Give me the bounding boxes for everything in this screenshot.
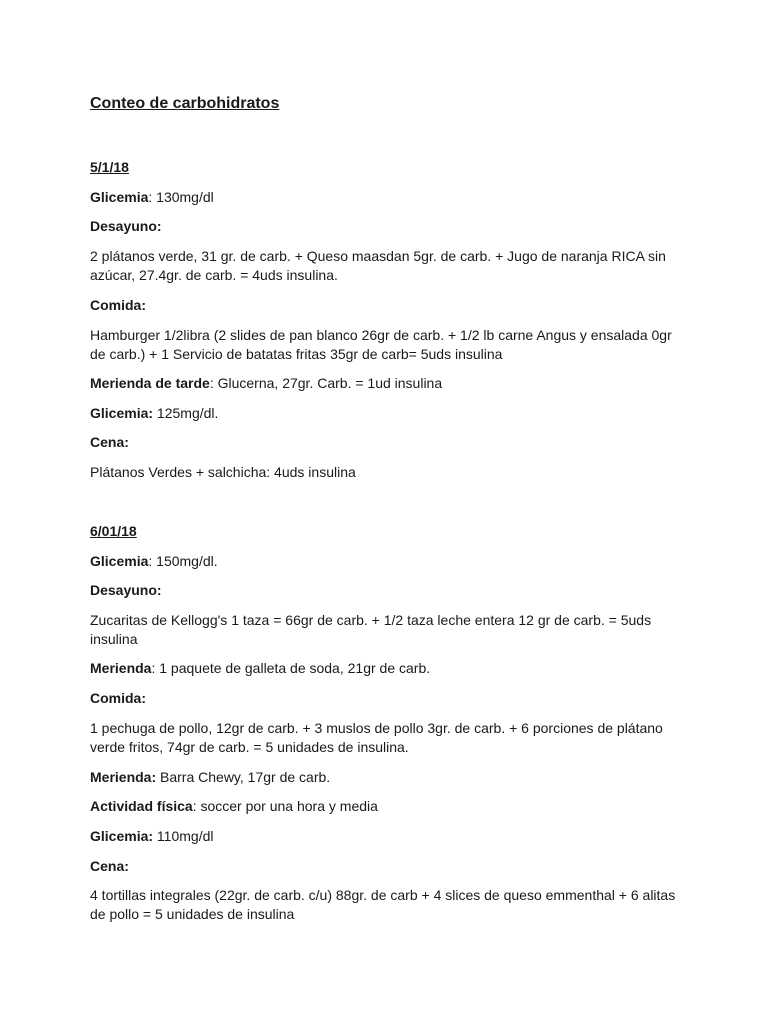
merienda-value: : Glucerna, 27gr. Carb. = 1ud insulina	[209, 375, 443, 391]
glicemia-entry-day2	[90, 552, 218, 571]
glicemia2-entry-day2	[90, 827, 213, 846]
merienda-label: Merienda de tarde	[90, 375, 210, 391]
merienda2-entry-day2	[90, 768, 330, 787]
actividad-label: Actividad física	[90, 798, 193, 814]
merienda1-entry-day2	[90, 659, 430, 678]
glicemia2-entry-day1	[90, 404, 218, 423]
merienda-value: Barra Chewy, 17gr de carb.	[156, 769, 331, 785]
cena-text-day2: 4 tortillas integrales (22gr. de carb. c/u) 88gr. de carb + 4 slices de queso emmenthal + 6 alitas de pollo = 5 unidades de insulina	[90, 887, 676, 922]
date-heading-day1: 5/1/18	[90, 159, 129, 175]
cena-label-day2: Cena:	[90, 858, 129, 874]
glicemia-entry-day1	[90, 188, 214, 207]
merienda-label: Merienda:	[90, 769, 157, 785]
glicemia2-value: 125mg/dl.	[153, 405, 219, 421]
document-title: Conteo de carbohidratos	[90, 95, 280, 112]
desayuno-label-day2: Desayuno:	[90, 582, 162, 598]
comida-label-day1: Comida:	[90, 297, 146, 313]
glicemia-label: Glicemia	[90, 189, 149, 205]
comida-text-day2: 1 pechuga de pollo, 12gr de carb. + 3 muslos de pollo 3gr. de carb. + 6 porciones de plátano verde fritos, 74gr de carb. = 5 unidades de insulina.	[90, 720, 663, 755]
merienda-label: Merienda	[90, 660, 152, 676]
merienda-value: : 1 paquete de galleta de soda, 21gr de carb.	[151, 660, 431, 676]
glicemia-value: : 130mg/dl	[148, 189, 214, 205]
desayuno-label-day1: Desayuno:	[90, 218, 162, 234]
merienda-entry-day1	[90, 374, 442, 393]
cena-text-day1: Plátanos Verdes + salchicha: 4uds insulina	[90, 464, 356, 480]
comida-text-day1: Hamburger 1/2libra (2 slides de pan blanco 26gr de carb. + 1/2 lb carne Angus y ensalada 0gr de carb.) + 1 Servicio de batatas fritas 35gr de carb= 5uds insulina	[90, 327, 672, 362]
glicemia-value: : 150mg/dl.	[148, 553, 218, 569]
desayuno-text-day1: 2 plátanos verde, 31 gr. de carb. + Queso maasdan 5gr. de carb. + Jugo de naranja RICA sin azúcar, 27.4gr. de carb. = 4uds insulina.	[90, 248, 666, 283]
glicemia2-label: Glicemia:	[90, 405, 154, 421]
glicemia-label: Glicemia	[90, 553, 149, 569]
glicemia2-value: 110mg/dl	[153, 828, 214, 844]
actividad-entry-day2	[90, 797, 378, 816]
date-heading-day2: 6/01/18	[90, 523, 137, 539]
actividad-value: : soccer por una hora y media	[192, 798, 378, 814]
comida-label-day2: Comida:	[90, 690, 146, 706]
desayuno-text-day2: Zucaritas de Kellogg's 1 taza = 66gr de carb. + 1/2 taza leche entera 12 gr de carb. = 5uds insulina	[90, 612, 652, 647]
glicemia2-label: Glicemia:	[90, 828, 154, 844]
cena-label-day1: Cena:	[90, 434, 129, 450]
